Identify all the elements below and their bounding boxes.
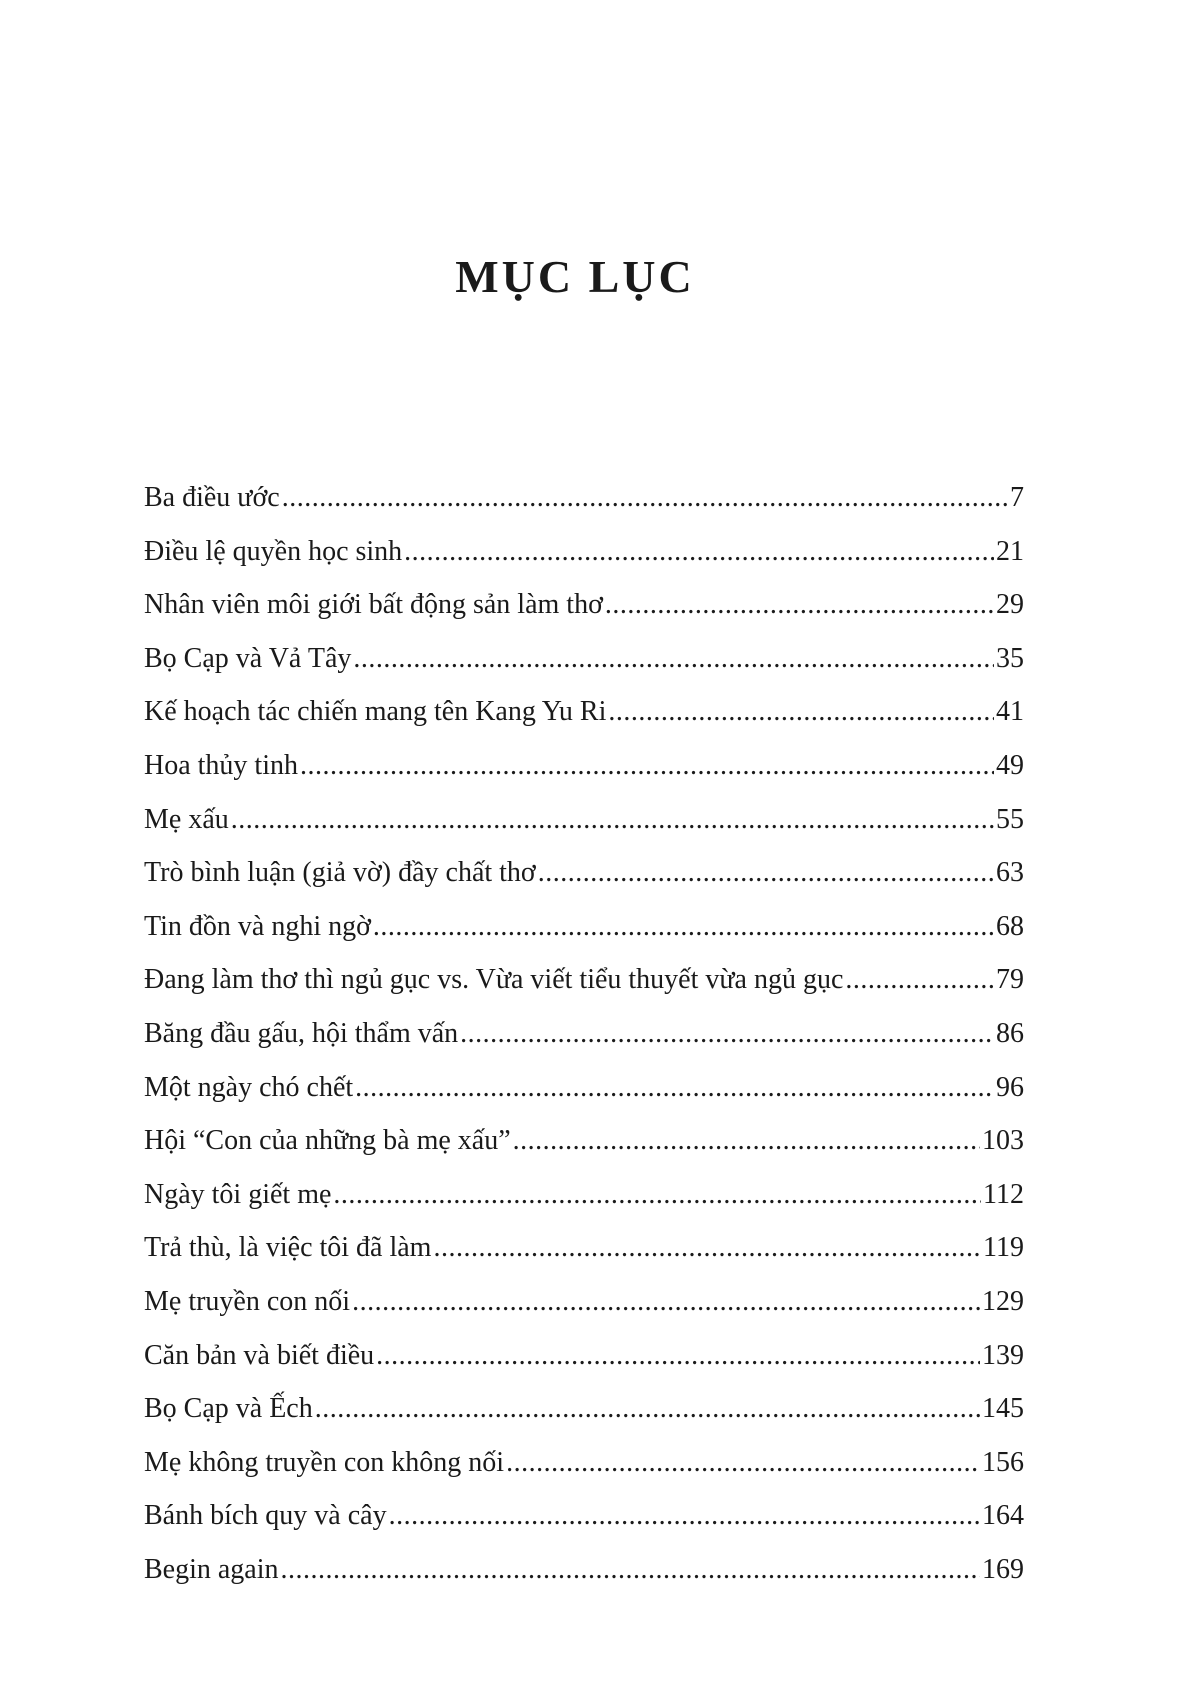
toc-entry-title: Đang làm thơ thì ngủ gục vs. Vừa viết tiểu thuyết vừa ngủ gục <box>144 964 844 996</box>
toc-entry <box>144 746 1024 800</box>
toc-entry-page-number: 68 <box>996 910 1024 942</box>
toc-entry <box>144 1443 1024 1497</box>
toc-entry-title: Trò bình luận (giả vờ) đầy chất thơ <box>144 857 536 889</box>
toc-entry <box>144 478 1024 532</box>
dot-leader <box>389 1496 980 1536</box>
toc-entry-page-number: 139 <box>982 1339 1024 1371</box>
dot-leader <box>605 585 994 625</box>
dot-leader <box>353 639 994 679</box>
toc-entry-title: Băng đầu gấu, hội thẩm vấn <box>144 1017 459 1049</box>
toc-entry-page-number: 41 <box>996 696 1024 728</box>
toc-entry <box>144 1068 1024 1122</box>
toc-entry-title: Trả thù, là việc tôi đã làm <box>144 1232 432 1264</box>
dot-leader <box>281 1550 980 1590</box>
toc-entry-page-number: 63 <box>996 857 1024 889</box>
dot-leader <box>404 532 994 572</box>
toc-entry-page-number: 164 <box>982 1500 1024 1532</box>
toc-entry <box>144 853 1024 907</box>
dot-leader <box>376 1336 980 1376</box>
toc-entry <box>144 585 1024 639</box>
toc-entry-title: Hoa thủy tinh <box>144 749 298 781</box>
dot-leader <box>538 853 994 893</box>
toc-entry-title: Hội “Con của những bà mẹ xấu” <box>144 1125 511 1157</box>
toc-entry-title: Mẹ truyền con nối <box>144 1285 351 1317</box>
toc-entry <box>144 1228 1024 1282</box>
dot-leader <box>355 1068 994 1108</box>
toc-entry <box>144 692 1024 746</box>
dot-leader <box>231 800 994 840</box>
toc-entry-title: Bọ Cạp và Vả Tây <box>144 642 352 674</box>
dot-leader <box>352 1282 980 1322</box>
toc-entry-title: Một ngày chó chết <box>144 1071 354 1103</box>
toc-entry-page-number: 29 <box>996 589 1024 621</box>
toc-entry-page-number: 156 <box>982 1446 1024 1478</box>
dot-leader <box>333 1175 981 1215</box>
toc-entry-title: Ba điều ước <box>144 482 280 513</box>
toc-entry <box>144 639 1024 693</box>
toc-entry <box>144 1121 1024 1175</box>
toc-entry-title: Mẹ không truyền con không nối <box>144 1446 505 1478</box>
toc-entry <box>144 800 1024 854</box>
toc-entry <box>144 1175 1024 1229</box>
dot-leader <box>433 1228 981 1268</box>
dot-leader <box>300 746 994 786</box>
toc-entry-page-number: 169 <box>982 1553 1024 1585</box>
toc-entry-title: Bọ Cạp và Ếch <box>144 1393 313 1425</box>
toc-entry <box>144 1496 1024 1550</box>
toc-entry-page-number: 96 <box>996 1071 1024 1103</box>
toc-entry <box>144 1389 1024 1443</box>
dot-leader <box>373 907 994 947</box>
dot-leader <box>460 1014 994 1054</box>
toc-entry-page-number: 103 <box>982 1125 1024 1157</box>
toc-entry-title: Điều lệ quyền học sinh <box>144 535 403 567</box>
dot-leader <box>506 1443 980 1483</box>
toc-entry <box>144 907 1024 961</box>
toc-entry-page-number: 86 <box>996 1017 1024 1049</box>
dot-leader <box>608 692 994 732</box>
toc-entry <box>144 1336 1024 1390</box>
toc-entry-page-number: 7 <box>1010 482 1024 513</box>
toc-entry-page-number: 112 <box>983 1178 1024 1210</box>
toc-entry-title: Begin again <box>144 1553 279 1585</box>
toc-entry-title: Tin đồn và nghi ngờ <box>144 910 371 942</box>
toc-entry-title: Căn bản và biết điều <box>144 1339 375 1371</box>
toc-entry-page-number: 49 <box>996 749 1024 781</box>
toc-entry-title: Mẹ xấu <box>144 803 229 835</box>
toc-entry-title: Bánh bích quy và cây <box>144 1500 387 1532</box>
toc-entry-page-number: 35 <box>996 642 1024 674</box>
toc-entry <box>144 1014 1024 1068</box>
toc-entry-page-number: 119 <box>983 1232 1024 1264</box>
page-title: MỤC LỤC <box>455 251 695 302</box>
toc-entry-page-number: 21 <box>996 535 1024 567</box>
toc-entry-page-number: 129 <box>982 1285 1024 1317</box>
toc-entry-page-number: 55 <box>996 803 1024 835</box>
toc-entry <box>144 1282 1024 1336</box>
dot-leader <box>315 1389 980 1429</box>
dot-leader <box>282 478 1008 518</box>
dot-leader <box>513 1121 980 1161</box>
toc-entry-title: Kế hoạch tác chiến mang tên Kang Yu Ri <box>144 696 607 728</box>
dot-leader <box>845 960 994 1000</box>
toc-entry <box>144 960 1024 1014</box>
toc-entry-page-number: 145 <box>982 1393 1024 1425</box>
toc-entry-title: Nhân viên môi giới bất động sản làm thơ <box>144 589 603 621</box>
table-of-contents <box>144 478 1024 1603</box>
toc-entry-page-number: 79 <box>996 964 1024 996</box>
toc-entry-title: Ngày tôi giết mẹ <box>144 1178 332 1210</box>
toc-entry <box>144 1550 1024 1604</box>
toc-entry <box>144 532 1024 586</box>
